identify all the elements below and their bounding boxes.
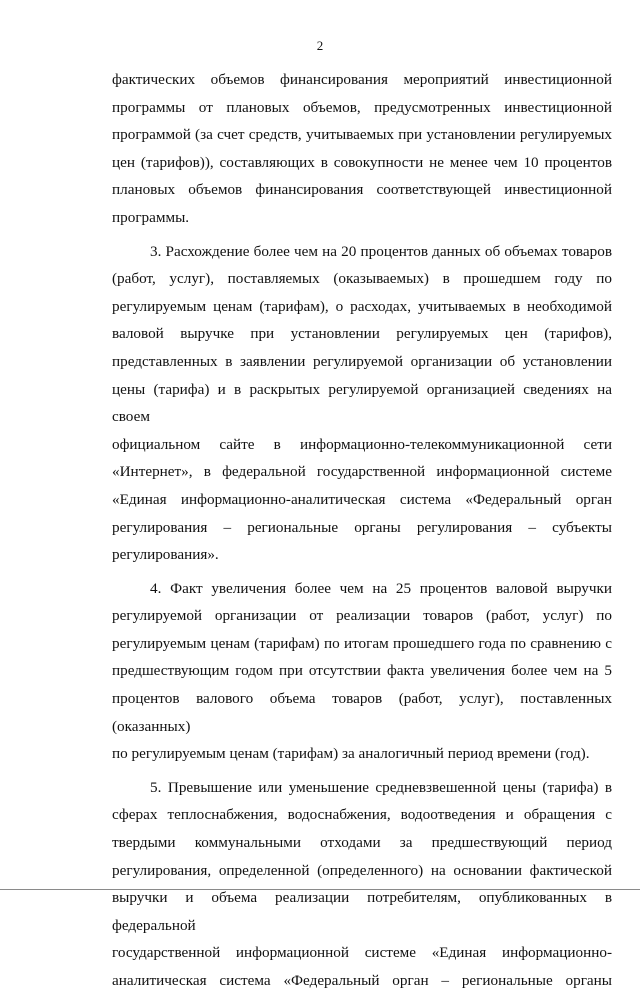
text-line: фактических объемов финансирования мероприятий инвестиционной bbox=[112, 71, 612, 88]
text-line: «Единая информационно-аналитическая система «Федеральный орган bbox=[112, 490, 612, 508]
document-body bbox=[112, 66, 612, 995]
text-line: предшествующим годом при отсутствии факта увеличения более чем на 5 bbox=[112, 662, 612, 680]
text-line: представленных в заявлении регулируемой организации об установлении bbox=[112, 352, 612, 370]
paragraph-3-first-line: 3. Расхождение более чем на 20 процентов данных об объемах товаров bbox=[150, 242, 612, 260]
text-line: валовой выручке при установлении регулируемых цен (тарифов), bbox=[112, 325, 612, 343]
text-line: сферах теплоснабжения, водоснабжения, водоотведения и обращения с bbox=[112, 806, 612, 824]
text-line: регулируемым ценам (тарифам) по итогам прошедшего года по сравнению с bbox=[112, 634, 612, 652]
page-bottom-rule bbox=[0, 889, 640, 890]
text-line: аналитическая система «Федеральный орган – региональные органы bbox=[112, 972, 612, 989]
page-number: 2 bbox=[316, 38, 324, 53]
text-line: регулирования, определенной (определенного) на основании фактической bbox=[112, 861, 612, 879]
text-line: регулируемым ценам (тарифам), о расходах, учитываемых в необходимой bbox=[112, 297, 612, 315]
paragraph-4-first-line: 4. Факт увеличения более чем на 25 процентов валовой выручки bbox=[150, 579, 612, 597]
text-line: официальном сайте в информационно-телекоммуникационной сети bbox=[112, 435, 612, 453]
text-line: регулирования». bbox=[112, 546, 219, 564]
text-line: цен (тарифов)), составляющих в совокупности не менее чем 10 процентов bbox=[112, 153, 612, 171]
text-line: (работ, услуг), поставляемых (оказываемых) в прошедшем году по bbox=[112, 270, 612, 288]
text-line: программы от плановых объемов, предусмотренных инвестиционной bbox=[112, 98, 612, 116]
text-line: регулируемой организации от реализации товаров (работ, услуг) по bbox=[112, 607, 612, 625]
text-line: регулирования – региональные органы регулирования – субъекты bbox=[112, 518, 612, 536]
text-line: программой (за счет средств, учитываемых при установлении регулируемых bbox=[112, 126, 612, 144]
text-line: плановых объемов финансирования соответствующей инвестиционной bbox=[112, 181, 612, 199]
text-line: «Интернет», в федеральной государственной информационной системе bbox=[112, 463, 612, 481]
text-line: цены (тарифа) и в раскрытых регулируемой организацией сведениях на своем bbox=[112, 380, 612, 426]
text-line: программы. bbox=[112, 208, 190, 226]
text-line: выручки и объема реализации потребителям, опубликованных в федеральной bbox=[112, 889, 612, 934]
text-line: процентов валового объема товаров (работ, услуг), поставленных (оказанных) bbox=[112, 690, 612, 735]
text-line: государственной информационной системе «Единая информационно- bbox=[112, 944, 612, 962]
text-line: по регулируемым ценам (тарифам) за аналогичный период времени (год). bbox=[112, 745, 590, 763]
text-line: твердыми коммунальными отходами за предшествующий период bbox=[112, 834, 612, 852]
paragraph-5-first-line: 5. Превышение или уменьшение средневзвешенной цены (тарифа) в bbox=[150, 778, 612, 796]
